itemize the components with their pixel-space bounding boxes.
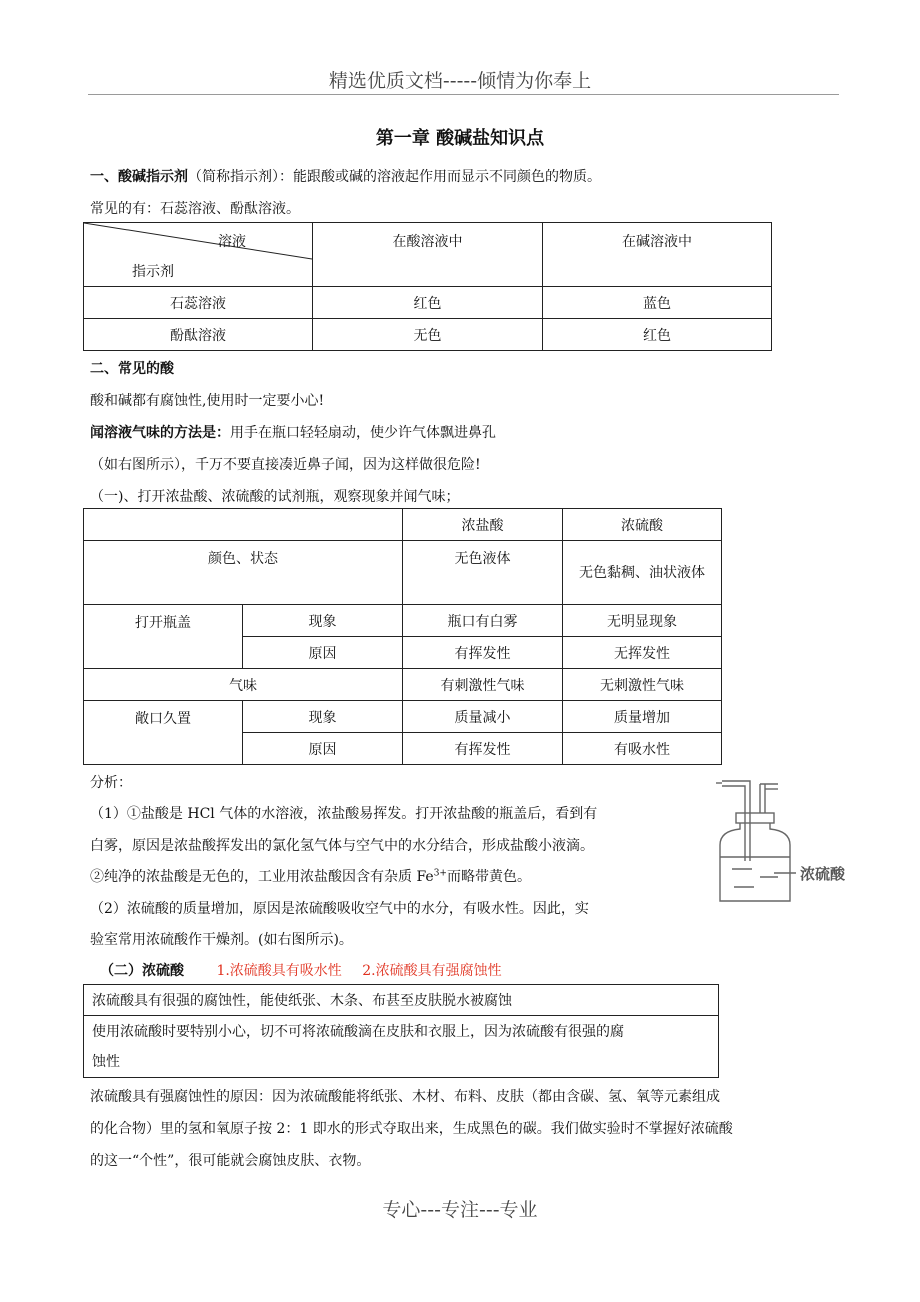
acid-color: 红色 — [313, 287, 543, 319]
page-title: 第一章 酸碱盐知识点 — [375, 128, 545, 149]
table-row — [84, 605, 722, 637]
analysis-line-3 — [90, 866, 531, 886]
analysis-label: 分析： — [90, 775, 132, 791]
smell-text: 用手在瓶口轻轻扇动，使少许气体飘进鼻孔 — [230, 425, 496, 441]
box-row-2-line-2: 蚀性 — [92, 1053, 120, 1070]
indicator-name: 石蕊溶液 — [84, 287, 313, 319]
common-indicators: 常见的有：石蕊溶液、酚酞溶液。 — [90, 201, 300, 217]
table-row — [84, 669, 722, 701]
hcl-color-state: 无色液体 — [403, 541, 563, 605]
exposed-label: 敞口久置 — [84, 701, 243, 765]
diagonal-header-cell — [84, 223, 313, 287]
superscript-charge: 3+ — [433, 868, 447, 879]
final-line-2: 的化合物）里的氢和氧原子按 2：1 即水的形式夺取出来，生成黑色的碳。我们做实验时不掌握好浓硫酸 — [90, 1121, 733, 1137]
property-1: 1.浓硫酸具有吸水性 — [216, 963, 342, 979]
diag-top-label: 溶液 — [218, 234, 246, 250]
h2so4-color-state: 无色黏稠、油状液体 — [563, 541, 722, 605]
final-line-3: 的这一“个性”，很可能就会腐蚀皮肤、衣物。 — [90, 1153, 371, 1169]
col-base-header: 在碱溶液中 — [543, 223, 772, 287]
page-footer: 专心---专注---专业 — [382, 1199, 538, 1221]
diagonal-line — [84, 223, 312, 287]
acid-comparison-table — [83, 508, 722, 765]
analysis-line-1: （1）①盐酸是 HCl 气体的水溶液，浓盐酸易挥发。打开浓盐酸的瓶盖后，看到有 — [90, 806, 598, 822]
corner-cell — [84, 509, 403, 541]
analysis-line-5: 验室常用浓硫酸作干燥剂。(如右图所示)。 — [90, 932, 353, 948]
table-row — [84, 319, 772, 351]
section-2-heading: 二、常见的酸 — [90, 361, 174, 377]
smell-row-label: 气味 — [84, 669, 403, 701]
hcl-open-reason: 有挥发性 — [403, 637, 563, 669]
hcl-exposed-phenomenon: 质量减小 — [403, 701, 563, 733]
section-1-heading: 一、酸碱指示剂 — [90, 169, 188, 185]
col-acid-header: 在酸溶液中 — [313, 223, 543, 287]
open-cap-label: 打开瓶盖 — [84, 605, 243, 669]
h2so4-smell: 无刺激性气味 — [563, 669, 722, 701]
subsection-2 — [100, 960, 502, 980]
section-1-text: （简称指示剂）：能跟酸或碱的溶液起作用而显示不同颜色的物质。 — [188, 169, 601, 185]
header-hcl: 浓盐酸 — [403, 509, 563, 541]
h2so4-open-phenomenon: 无明显现象 — [563, 605, 722, 637]
section-1 — [90, 166, 601, 186]
box-row-1: 浓硫酸具有很强的腐蚀性，能使纸张、木条、布甚至皮肤脱水被腐蚀 — [84, 985, 719, 1016]
phenomenon-label: 现象 — [243, 701, 403, 733]
analysis-line-3b: 而略带黄色。 — [446, 869, 531, 885]
base-color: 蓝色 — [543, 287, 772, 319]
property-2: 2.浓硫酸具有强腐蚀性 — [362, 963, 502, 979]
analysis-line-4: （2）浓硫酸的质量增加，原因是浓硫酸吸收空气中的水分，有吸水性。因此，实 — [90, 901, 589, 917]
color-state-label: 颜色、状态 — [84, 541, 403, 605]
table-row — [84, 541, 722, 605]
page-header: 精选优质文档-----倾情为你奉上 — [328, 70, 592, 92]
hcl-exposed-reason: 有挥发性 — [403, 733, 563, 765]
header-rule — [88, 94, 839, 95]
subsection-2-heading: （二）浓硫酸 — [100, 963, 184, 979]
table-row — [84, 701, 722, 733]
hcl-open-phenomenon: 瓶口有白雾 — [403, 605, 563, 637]
base-color: 红色 — [543, 319, 772, 351]
analysis-line-3a: ②纯净的浓盐酸是无色的，工业用浓盐酸因含有杂质 Fe — [90, 869, 434, 885]
analysis-line-2: 白雾，原因是浓盐酸挥发出的氯化氢气体与空气中的水分结合，形成盐酸小液滴。 — [90, 838, 594, 854]
smell-method-cont: （如右图所示），千万不要直接凑近鼻子闻，因为这样做很危险! — [90, 457, 481, 473]
table-row — [84, 287, 772, 319]
h2so4-exposed-phenomenon: 质量增加 — [563, 701, 722, 733]
figure-label: 浓硫酸 — [800, 865, 846, 883]
box-row-2-line-1: 使用浓硫酸时要特别小心，切不可将浓硫酸滴在皮肤和衣服上，因为浓硫酸有很强的腐 — [92, 1023, 624, 1040]
acid-color: 无色 — [313, 319, 543, 351]
smell-label: 闻溶液气味的方法是： — [90, 425, 230, 441]
reason-label: 原因 — [243, 637, 403, 669]
diag-bottom-label: 指示剂 — [132, 264, 174, 280]
indicator-name: 酚酞溶液 — [84, 319, 313, 351]
final-line-1: 浓硫酸具有强腐蚀性的原因：因为浓硫酸能将纸张、木材、布料、皮肤（都由含碳、氢、氧等元素组成 — [90, 1089, 720, 1105]
drying-bottle-figure — [712, 773, 860, 905]
smell-method — [90, 422, 496, 442]
phenomenon-label: 现象 — [243, 605, 403, 637]
hcl-smell: 有刺激性气味 — [403, 669, 563, 701]
warning-box — [83, 984, 719, 1078]
experiment-1: （一)、打开浓盐酸、浓硫酸的试剂瓶，观察现象并闻气味； — [90, 489, 460, 505]
box-row-2 — [84, 1016, 719, 1078]
reason-label: 原因 — [243, 733, 403, 765]
header-h2so4: 浓硫酸 — [563, 509, 722, 541]
warning-text: 酸和碱都有腐蚀性,使用时一定要小心! — [90, 393, 325, 409]
indicator-table — [83, 222, 772, 351]
h2so4-exposed-reason: 有吸水性 — [563, 733, 722, 765]
h2so4-open-reason: 无挥发性 — [563, 637, 722, 669]
